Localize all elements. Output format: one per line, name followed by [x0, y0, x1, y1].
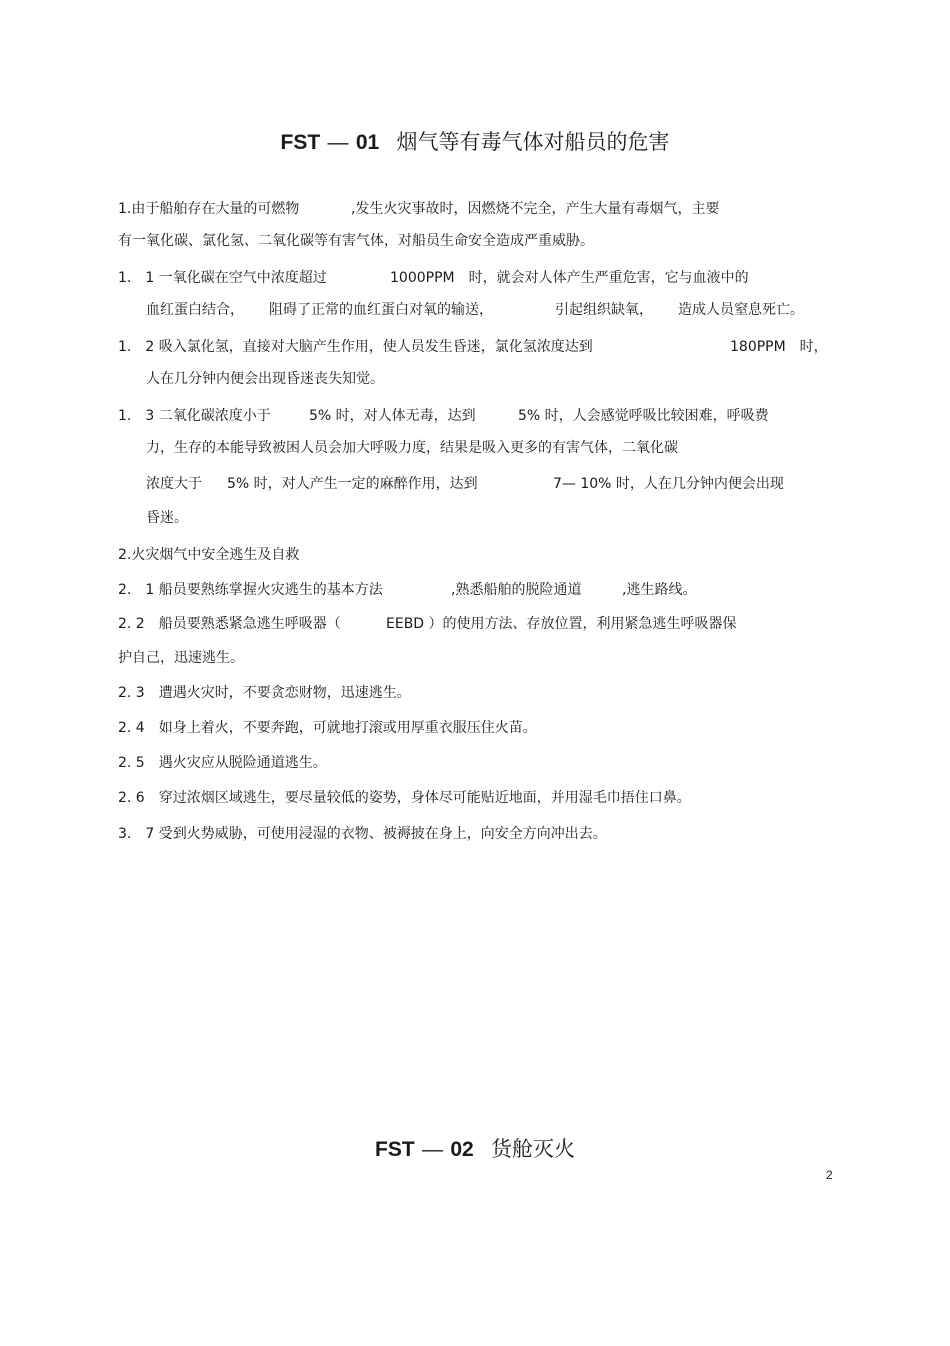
item-1-2-line-1: [118, 339, 838, 355]
item-2-3: 2. 3 遭遇火灾时，不要贪恋财物，迅速逃生。: [118, 685, 411, 701]
paragraph-1-line-2: 有一氧化碳、氯化氢、二氧化碳等有害气体，对船员生命安全造成严重威胁。: [118, 233, 594, 249]
title-dash: —: [327, 131, 349, 154]
item-1-3-line-3: [146, 476, 846, 492]
item-2-4: 2. 4 如身上着火，不要奔跑，可就地打滚或用厚重衣服压住火苗。: [118, 720, 537, 736]
title-number: 01: [355, 131, 380, 154]
text-segment: 5% 时，人会感觉呼吸比较困难，呼吸费: [518, 408, 769, 424]
text-segment: ,逃生路线。: [622, 582, 697, 598]
title-dash: —: [422, 1138, 443, 1161]
text-segment: 造成人员窒息死亡。: [678, 302, 804, 318]
text-segment: EEBD ）的使用方法、存放位置，利用紧急逃生呼吸器保: [386, 616, 737, 632]
item-1-1-line-1: [118, 270, 838, 286]
item-1-3-line-2: 力，生存的本能导致被困人员会加大呼吸力度，结果是吸入更多的有害气体，二氧化碳: [146, 440, 678, 456]
item-2-2-line-1: [118, 616, 838, 632]
text-segment: 5% 时，对人产生一定的麻醉作用，达到: [227, 476, 478, 492]
item-1-3-line-1: [118, 408, 838, 424]
page-number: 2: [826, 1168, 833, 1182]
page-title: [0, 126, 950, 156]
text-segment: ,发生火灾事故时，因燃烧不完全，产生大量有毒烟气，主要: [351, 201, 720, 217]
text-segment: 引起组织缺氧，: [555, 302, 653, 318]
text-segment: 7— 10% 时，人在几分钟内便会出现: [553, 476, 784, 492]
text-segment: 血红蛋白结合，: [146, 302, 244, 318]
item-2-2-line-2: 护自己，迅速逃生。: [118, 650, 244, 666]
item-2-5: 2. 5 遇火灾应从脱险通道逃生。: [118, 755, 327, 771]
paragraph-1-line-1: [118, 201, 838, 217]
title-code: FST: [375, 1138, 415, 1161]
title-text: 货舱灭火: [490, 1137, 575, 1161]
title-number: 02: [450, 1138, 474, 1161]
text-segment: 1. 3 二氧化碳浓度小于: [118, 408, 271, 424]
text-segment: 2. 1 船员要熟练掌握火灾逃生的基本方法: [118, 582, 383, 598]
item-2-1: [118, 582, 838, 598]
text-segment: 1.由于船舶存在大量的可燃物: [118, 201, 300, 217]
item-1-3-line-4: 昏迷。: [146, 510, 188, 526]
text-segment: 2. 2 船员要熟悉紧急逃生呼吸器（: [118, 616, 341, 632]
text-segment: 5% 时，对人体无毒，达到: [309, 408, 476, 424]
title-code: FST: [280, 131, 321, 154]
text-segment: ,熟悉船舶的脱险通道: [451, 582, 582, 598]
title-text: 烟气等有毒气体对船员的危害: [396, 130, 670, 154]
text-segment: 1. 1 一氧化碳在空气中浓度超过: [118, 270, 327, 286]
item-1-2-line-2: 人在几分钟内便会出现昏迷丧失知觉。: [146, 371, 384, 387]
item-1-1-line-2: [146, 302, 846, 318]
item-3-7: 3. 7 受到火势威胁，可使用浸湿的衣物、被褥披在身上，向安全方向冲出去。: [118, 826, 607, 842]
text-segment: 180PPM 时，: [730, 339, 828, 355]
text-segment: 阻碍了正常的血红蛋白对氧的输送，: [269, 302, 493, 318]
item-2-6: 2. 6 穿过浓烟区域逃生，要尽量较低的姿势，身体尽可能贴近地面，并用湿毛巾捂住口鼻。: [118, 790, 691, 806]
section-title-fst-02: [0, 1133, 950, 1163]
text-segment: 1000PPM 时，就会对人体产生严重危害，它与血液中的: [390, 270, 749, 286]
text-segment: 浓度大于: [146, 476, 202, 492]
section-2-heading: 2.火灾烟气中安全逃生及自救: [118, 547, 300, 563]
text-segment: 1. 2 吸入氯化氢，直接对大脑产生作用，使人员发生昏迷，氯化氢浓度达到: [118, 339, 593, 355]
